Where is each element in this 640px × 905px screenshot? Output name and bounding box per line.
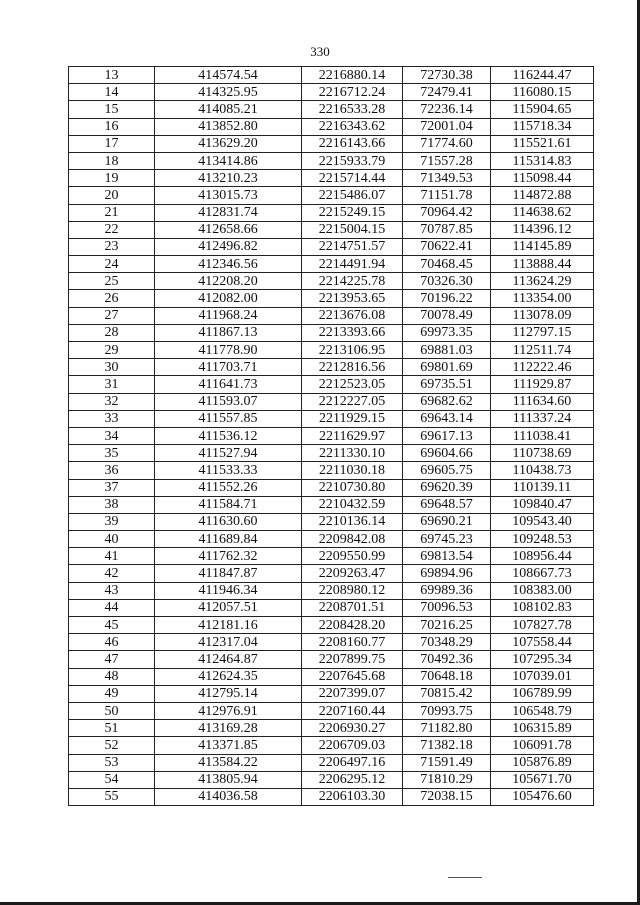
y-coordinate-cell: 2207645.68 (302, 668, 403, 685)
scan-artifact-line (448, 877, 482, 878)
page-number: 330 (310, 44, 330, 59)
table-row (69, 720, 594, 737)
point-number-cell: 17 (69, 135, 155, 152)
col4-value-cell: 70964.42 (403, 204, 491, 221)
col4-value-cell: 71810.29 (403, 771, 491, 788)
point-number-cell: 41 (69, 548, 155, 565)
col4-value-cell: 71382.18 (403, 737, 491, 754)
col5-value-cell: 107295.34 (491, 651, 594, 668)
y-coordinate-cell: 2210136.14 (302, 513, 403, 530)
col5-value-cell: 109248.53 (491, 531, 594, 548)
x-coordinate-cell: 413169.28 (155, 720, 302, 737)
table-row (69, 737, 594, 754)
y-coordinate-cell: 2206103.30 (302, 788, 403, 805)
col5-value-cell: 112797.15 (491, 324, 594, 341)
point-number-cell: 19 (69, 170, 155, 187)
col4-value-cell: 69604.66 (403, 445, 491, 462)
point-number-cell: 53 (69, 754, 155, 771)
point-number-cell: 48 (69, 668, 155, 685)
col4-value-cell: 69881.03 (403, 342, 491, 359)
table-row (69, 410, 594, 427)
col4-value-cell: 69735.51 (403, 376, 491, 393)
y-coordinate-cell: 2206709.03 (302, 737, 403, 754)
col5-value-cell: 105476.60 (491, 788, 594, 805)
table-row (69, 462, 594, 479)
y-coordinate-cell: 2215714.44 (302, 170, 403, 187)
col4-value-cell: 72236.14 (403, 101, 491, 118)
col4-value-cell: 71591.49 (403, 754, 491, 771)
col5-value-cell: 111038.41 (491, 427, 594, 444)
col5-value-cell: 115521.61 (491, 135, 594, 152)
col5-value-cell: 108956.44 (491, 548, 594, 565)
col4-value-cell: 69813.54 (403, 548, 491, 565)
col4-value-cell: 69989.36 (403, 582, 491, 599)
col4-value-cell: 69620.39 (403, 479, 491, 496)
point-number-cell: 27 (69, 307, 155, 324)
table-row (69, 273, 594, 290)
col5-value-cell: 112222.46 (491, 359, 594, 376)
col4-value-cell: 69745.23 (403, 531, 491, 548)
y-coordinate-cell: 2212816.56 (302, 359, 403, 376)
col4-value-cell: 70096.53 (403, 599, 491, 616)
y-coordinate-cell: 2215004.15 (302, 221, 403, 238)
table-row (69, 445, 594, 462)
table-row (69, 290, 594, 307)
point-number-cell: 30 (69, 359, 155, 376)
x-coordinate-cell: 413210.23 (155, 170, 302, 187)
table-row (69, 84, 594, 101)
y-coordinate-cell: 2209263.47 (302, 565, 403, 582)
col5-value-cell: 109543.40 (491, 513, 594, 530)
col5-value-cell: 113624.29 (491, 273, 594, 290)
table-row (69, 617, 594, 634)
table-row (69, 204, 594, 221)
y-coordinate-cell: 2213676.08 (302, 307, 403, 324)
x-coordinate-cell: 411593.07 (155, 393, 302, 410)
point-number-cell: 44 (69, 599, 155, 616)
table-row (69, 238, 594, 255)
table-row (69, 221, 594, 238)
point-number-cell: 51 (69, 720, 155, 737)
col5-value-cell: 110139.11 (491, 479, 594, 496)
x-coordinate-cell: 411946.34 (155, 582, 302, 599)
point-number-cell: 49 (69, 685, 155, 702)
x-coordinate-cell: 413805.94 (155, 771, 302, 788)
x-coordinate-cell: 411689.84 (155, 531, 302, 548)
x-coordinate-cell: 412181.16 (155, 617, 302, 634)
y-coordinate-cell: 2208701.51 (302, 599, 403, 616)
x-coordinate-cell: 412795.14 (155, 685, 302, 702)
y-coordinate-cell: 2215249.15 (302, 204, 403, 221)
y-coordinate-cell: 2207899.75 (302, 651, 403, 668)
col4-value-cell: 71774.60 (403, 135, 491, 152)
col5-value-cell: 113354.00 (491, 290, 594, 307)
table-row (69, 342, 594, 359)
table-row (69, 754, 594, 771)
y-coordinate-cell: 2215933.79 (302, 152, 403, 169)
point-number-cell: 52 (69, 737, 155, 754)
point-number-cell: 34 (69, 427, 155, 444)
y-coordinate-cell: 2213106.95 (302, 342, 403, 359)
x-coordinate-cell: 414085.21 (155, 101, 302, 118)
table-row (69, 788, 594, 805)
table-row (69, 170, 594, 187)
table-row (69, 118, 594, 135)
col4-value-cell: 70787.85 (403, 221, 491, 238)
table-row (69, 307, 594, 324)
x-coordinate-cell: 414036.58 (155, 788, 302, 805)
col5-value-cell: 106091.78 (491, 737, 594, 754)
y-coordinate-cell: 2213393.66 (302, 324, 403, 341)
x-coordinate-cell: 412346.56 (155, 256, 302, 273)
y-coordinate-cell: 2213953.65 (302, 290, 403, 307)
point-number-cell: 22 (69, 221, 155, 238)
col5-value-cell: 115718.34 (491, 118, 594, 135)
col5-value-cell: 111929.87 (491, 376, 594, 393)
point-number-cell: 16 (69, 118, 155, 135)
col4-value-cell: 70815.42 (403, 685, 491, 702)
col4-value-cell: 70622.41 (403, 238, 491, 255)
point-number-cell: 50 (69, 702, 155, 719)
x-coordinate-cell: 412057.51 (155, 599, 302, 616)
point-number-cell: 42 (69, 565, 155, 582)
x-coordinate-cell: 413629.20 (155, 135, 302, 152)
point-number-cell: 14 (69, 84, 155, 101)
col5-value-cell: 109840.47 (491, 496, 594, 513)
x-coordinate-cell: 412976.91 (155, 702, 302, 719)
table-row (69, 651, 594, 668)
x-coordinate-cell: 411536.12 (155, 427, 302, 444)
col5-value-cell: 107827.78 (491, 617, 594, 634)
table-row (69, 152, 594, 169)
col5-value-cell: 113078.09 (491, 307, 594, 324)
table-row (69, 513, 594, 530)
col4-value-cell: 70326.30 (403, 273, 491, 290)
y-coordinate-cell: 2216143.66 (302, 135, 403, 152)
x-coordinate-cell: 412624.35 (155, 668, 302, 685)
table-row (69, 359, 594, 376)
y-coordinate-cell: 2216343.62 (302, 118, 403, 135)
x-coordinate-cell: 411533.33 (155, 462, 302, 479)
table-row (69, 685, 594, 702)
col5-value-cell: 107039.01 (491, 668, 594, 685)
table-row (69, 668, 594, 685)
col5-value-cell: 116244.47 (491, 67, 594, 84)
point-number-cell: 40 (69, 531, 155, 548)
coordinate-table (68, 66, 594, 806)
point-number-cell: 36 (69, 462, 155, 479)
table-row (69, 634, 594, 651)
table-row (69, 565, 594, 582)
col5-value-cell: 114396.12 (491, 221, 594, 238)
point-number-cell: 37 (69, 479, 155, 496)
col4-value-cell: 72730.38 (403, 67, 491, 84)
col5-value-cell: 106789.99 (491, 685, 594, 702)
x-coordinate-cell: 411762.32 (155, 548, 302, 565)
y-coordinate-cell: 2206930.27 (302, 720, 403, 737)
col4-value-cell: 70468.45 (403, 256, 491, 273)
y-coordinate-cell: 2209550.99 (302, 548, 403, 565)
x-coordinate-cell: 411968.24 (155, 307, 302, 324)
point-number-cell: 55 (69, 788, 155, 805)
col4-value-cell: 69690.21 (403, 513, 491, 530)
point-number-cell: 24 (69, 256, 155, 273)
x-coordinate-cell: 411527.94 (155, 445, 302, 462)
x-coordinate-cell: 414325.95 (155, 84, 302, 101)
y-coordinate-cell: 2214225.78 (302, 273, 403, 290)
table-row (69, 376, 594, 393)
col5-value-cell: 105876.89 (491, 754, 594, 771)
point-number-cell: 43 (69, 582, 155, 599)
col4-value-cell: 71182.80 (403, 720, 491, 737)
x-coordinate-cell: 412208.20 (155, 273, 302, 290)
table-row (69, 771, 594, 788)
point-number-cell: 47 (69, 651, 155, 668)
y-coordinate-cell: 2206497.16 (302, 754, 403, 771)
col5-value-cell: 106315.89 (491, 720, 594, 737)
col5-value-cell: 113888.44 (491, 256, 594, 273)
point-number-cell: 45 (69, 617, 155, 634)
y-coordinate-cell: 2212523.05 (302, 376, 403, 393)
col5-value-cell: 116080.15 (491, 84, 594, 101)
col5-value-cell: 111634.60 (491, 393, 594, 410)
y-coordinate-cell: 2211330.10 (302, 445, 403, 462)
point-number-cell: 35 (69, 445, 155, 462)
y-coordinate-cell: 2208980.12 (302, 582, 403, 599)
point-number-cell: 29 (69, 342, 155, 359)
col4-value-cell: 69643.14 (403, 410, 491, 427)
y-coordinate-cell: 2216712.24 (302, 84, 403, 101)
x-coordinate-cell: 411557.85 (155, 410, 302, 427)
col4-value-cell: 72001.04 (403, 118, 491, 135)
x-coordinate-cell: 413371.85 (155, 737, 302, 754)
point-number-cell: 23 (69, 238, 155, 255)
table-row (69, 582, 594, 599)
point-number-cell: 20 (69, 187, 155, 204)
col5-value-cell: 107558.44 (491, 634, 594, 651)
col5-value-cell: 115314.83 (491, 152, 594, 169)
col4-value-cell: 71349.53 (403, 170, 491, 187)
point-number-cell: 46 (69, 634, 155, 651)
table-row (69, 135, 594, 152)
col4-value-cell: 69682.62 (403, 393, 491, 410)
x-coordinate-cell: 411778.90 (155, 342, 302, 359)
col4-value-cell: 71151.78 (403, 187, 491, 204)
col4-value-cell: 72038.15 (403, 788, 491, 805)
table-row (69, 479, 594, 496)
y-coordinate-cell: 2211929.15 (302, 410, 403, 427)
y-coordinate-cell: 2210432.59 (302, 496, 403, 513)
col4-value-cell: 70196.22 (403, 290, 491, 307)
col5-value-cell: 115904.65 (491, 101, 594, 118)
col5-value-cell: 114145.89 (491, 238, 594, 255)
y-coordinate-cell: 2212227.05 (302, 393, 403, 410)
col5-value-cell: 108383.00 (491, 582, 594, 599)
y-coordinate-cell: 2207160.44 (302, 702, 403, 719)
point-number-cell: 39 (69, 513, 155, 530)
y-coordinate-cell: 2214751.57 (302, 238, 403, 255)
col5-value-cell: 115098.44 (491, 170, 594, 187)
point-number-cell: 38 (69, 496, 155, 513)
y-coordinate-cell: 2216880.14 (302, 67, 403, 84)
point-number-cell: 54 (69, 771, 155, 788)
y-coordinate-cell: 2206295.12 (302, 771, 403, 788)
col5-value-cell: 106548.79 (491, 702, 594, 719)
x-coordinate-cell: 412658.66 (155, 221, 302, 238)
x-coordinate-cell: 413852.80 (155, 118, 302, 135)
col4-value-cell: 70492.36 (403, 651, 491, 668)
y-coordinate-cell: 2210730.80 (302, 479, 403, 496)
col5-value-cell: 112511.74 (491, 342, 594, 359)
table-row (69, 496, 594, 513)
x-coordinate-cell: 411703.71 (155, 359, 302, 376)
col5-value-cell: 114638.62 (491, 204, 594, 221)
col4-value-cell: 70078.49 (403, 307, 491, 324)
x-coordinate-cell: 412464.87 (155, 651, 302, 668)
x-coordinate-cell: 414574.54 (155, 67, 302, 84)
col4-value-cell: 70648.18 (403, 668, 491, 685)
col4-value-cell: 70993.75 (403, 702, 491, 719)
table-row (69, 324, 594, 341)
x-coordinate-cell: 412317.04 (155, 634, 302, 651)
col4-value-cell: 70216.25 (403, 617, 491, 634)
table-row (69, 548, 594, 565)
y-coordinate-cell: 2211030.18 (302, 462, 403, 479)
x-coordinate-cell: 412831.74 (155, 204, 302, 221)
point-number-cell: 13 (69, 67, 155, 84)
col4-value-cell: 69801.69 (403, 359, 491, 376)
col4-value-cell: 71557.28 (403, 152, 491, 169)
col4-value-cell: 72479.41 (403, 84, 491, 101)
col4-value-cell: 69973.35 (403, 324, 491, 341)
table-row (69, 531, 594, 548)
col5-value-cell: 108667.73 (491, 565, 594, 582)
table-row (69, 256, 594, 273)
y-coordinate-cell: 2216533.28 (302, 101, 403, 118)
table-row (69, 187, 594, 204)
col5-value-cell: 114872.88 (491, 187, 594, 204)
y-coordinate-cell: 2208428.20 (302, 617, 403, 634)
y-coordinate-cell: 2208160.77 (302, 634, 403, 651)
table-body (69, 67, 594, 806)
col5-value-cell: 111337.24 (491, 410, 594, 427)
table-row (69, 67, 594, 84)
x-coordinate-cell: 411584.71 (155, 496, 302, 513)
point-number-cell: 18 (69, 152, 155, 169)
x-coordinate-cell: 413015.73 (155, 187, 302, 204)
x-coordinate-cell: 413584.22 (155, 754, 302, 771)
point-number-cell: 32 (69, 393, 155, 410)
col4-value-cell: 69894.96 (403, 565, 491, 582)
y-coordinate-cell: 2211629.97 (302, 427, 403, 444)
y-coordinate-cell: 2207399.07 (302, 685, 403, 702)
col5-value-cell: 108102.83 (491, 599, 594, 616)
col4-value-cell: 70348.29 (403, 634, 491, 651)
x-coordinate-cell: 411867.13 (155, 324, 302, 341)
col5-value-cell: 105671.70 (491, 771, 594, 788)
point-number-cell: 15 (69, 101, 155, 118)
point-number-cell: 21 (69, 204, 155, 221)
table-row (69, 393, 594, 410)
col5-value-cell: 110438.73 (491, 462, 594, 479)
y-coordinate-cell: 2214491.94 (302, 256, 403, 273)
table-row (69, 599, 594, 616)
table-row (69, 427, 594, 444)
col4-value-cell: 69605.75 (403, 462, 491, 479)
point-number-cell: 31 (69, 376, 155, 393)
x-coordinate-cell: 412496.82 (155, 238, 302, 255)
point-number-cell: 25 (69, 273, 155, 290)
x-coordinate-cell: 411552.26 (155, 479, 302, 496)
table-row (69, 101, 594, 118)
x-coordinate-cell: 411641.73 (155, 376, 302, 393)
x-coordinate-cell: 412082.00 (155, 290, 302, 307)
x-coordinate-cell: 411847.87 (155, 565, 302, 582)
x-coordinate-cell: 411630.60 (155, 513, 302, 530)
y-coordinate-cell: 2215486.07 (302, 187, 403, 204)
point-number-cell: 28 (69, 324, 155, 341)
col4-value-cell: 69648.57 (403, 496, 491, 513)
y-coordinate-cell: 2209842.08 (302, 531, 403, 548)
point-number-cell: 26 (69, 290, 155, 307)
table-row (69, 702, 594, 719)
col4-value-cell: 69617.13 (403, 427, 491, 444)
x-coordinate-cell: 413414.86 (155, 152, 302, 169)
point-number-cell: 33 (69, 410, 155, 427)
col5-value-cell: 110738.69 (491, 445, 594, 462)
